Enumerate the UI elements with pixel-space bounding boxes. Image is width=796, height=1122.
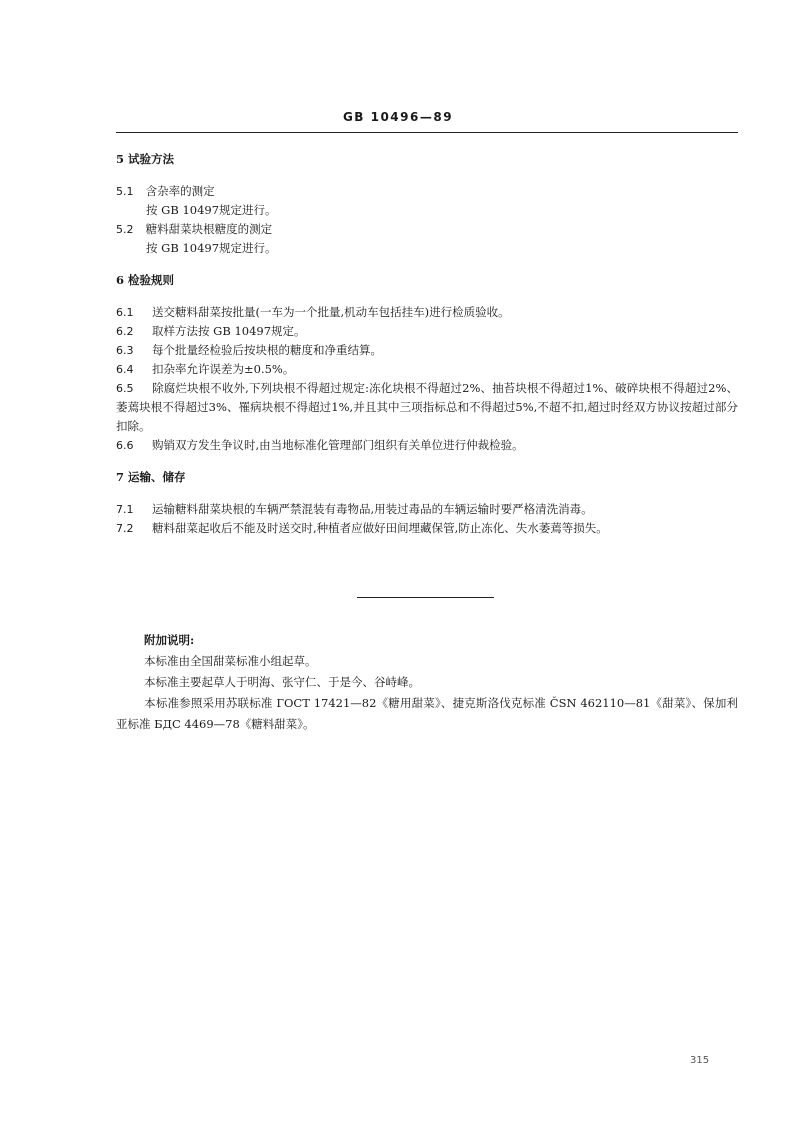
page-number: 315	[690, 1055, 710, 1066]
clause-5-1	[116, 182, 738, 201]
notes-references	[116, 693, 738, 735]
notes-title: 附加说明:	[144, 633, 195, 647]
clause-number: 7.1	[116, 503, 134, 516]
section-title-6: 6 检验规则	[116, 273, 175, 287]
clause-number: 6.3	[116, 344, 134, 357]
clause-text: 取样方法按 GB 10497规定。	[152, 324, 306, 338]
additional-notes	[116, 630, 738, 735]
clause-6-3	[116, 341, 738, 360]
clause-number: 6.5	[116, 382, 134, 395]
section-title-5: 5 试验方法	[116, 152, 175, 166]
notes-drafters: 本标准主要起草人于明海、张守仁、于是今、谷峙峰。	[144, 675, 420, 689]
standard-code-header: GB 10496—89	[342, 110, 454, 124]
clause-text: 扣杂率允许误差为±0.5%。	[152, 362, 295, 376]
clause-text: 购销双方发生争议时,由当地标准化管理部门组织有关单位进行仲裁检验。	[152, 438, 524, 452]
clause-7-2	[116, 519, 738, 538]
clause-6-2	[116, 322, 738, 341]
header-rule	[116, 132, 738, 133]
section-title-7: 7 运输、储存	[116, 470, 186, 484]
clause-number: 5.2	[116, 223, 134, 236]
clause-number: 6.6	[116, 439, 134, 452]
clause-7-1	[116, 500, 738, 519]
clause-6-4	[116, 360, 738, 379]
clause-number: 6.1	[116, 306, 134, 319]
clause-number: 5.1	[116, 185, 134, 198]
clause-6-5	[116, 379, 738, 436]
clause-text: 糖料甜菜起收后不能及时送交时,种植者应做好田间埋藏保管,防止冻化、失水萎蔫等损失。	[152, 521, 608, 535]
notes-drafting-unit: 本标准由全国甜菜标准小组起草。	[144, 654, 317, 668]
end-of-text-rule	[357, 597, 494, 598]
clause-5-2-detail: 按 GB 10497规定进行。	[146, 241, 277, 255]
clause-text: 糖料甜菜块根糖度的测定	[145, 222, 273, 236]
clause-number: 6.2	[116, 325, 134, 338]
document-body	[116, 150, 738, 538]
clause-6-6	[116, 436, 738, 455]
clause-5-1-detail: 按 GB 10497规定进行。	[146, 203, 277, 217]
clause-text: 送交糖料甜菜按批量(一车为一个批量,机动车包括挂车)进行检质验收。	[152, 305, 510, 319]
clause-text: 每个批量经检验后按块根的糖度和净重结算。	[152, 343, 382, 357]
clause-number: 6.4	[116, 363, 134, 376]
clause-text: 含杂率的测定	[145, 184, 215, 198]
clause-text: 除腐烂块根不收外,下列块根不得超过规定:冻化块根不得超过2%、抽苔块根不得超过1%、破碎块根不得超过2%、萎蔫块根不得超过3%、罹病块根不得超过1%,并且其中三项指标总和不得超过5%,不超不扣,超过时经双方协议按超过部分扣除。	[116, 381, 738, 433]
clause-5-2	[116, 220, 738, 239]
clause-6-1	[116, 303, 738, 322]
clause-number: 7.2	[116, 522, 134, 535]
notes-references-text: 本标准参照采用苏联标准 ГОСТ 17421—82《糖用甜菜》、捷克斯洛伐克标准 ČSN 462110—81《甜菜》、保加利亚标准 БДС 4469—78《糖料甜菜》。	[116, 696, 738, 731]
clause-text: 运输糖料甜菜块根的车辆严禁混装有毒物品,用装过毒品的车辆运输时要严格清洗消毒。	[152, 502, 593, 516]
